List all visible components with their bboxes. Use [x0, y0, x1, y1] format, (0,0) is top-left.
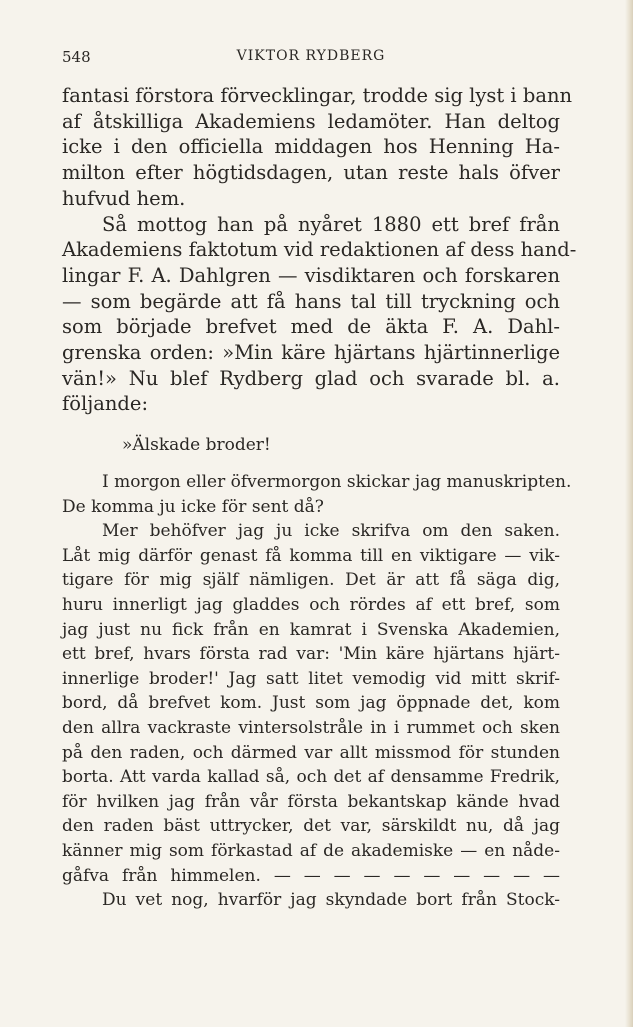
- text-line: bord, då brefvet kom. Just som jag öppnade det, kom: [62, 693, 560, 714]
- paragraph: [62, 888, 560, 913]
- text-line: fantasi förstora förvecklingar, trodde sig lyst i bann: [62, 84, 573, 107]
- text-line: som började brefvet med de äkta F. A. Dahl-: [62, 315, 560, 339]
- text-line: I morgon eller öfvermorgon skickar jag manuskripten.: [102, 472, 572, 492]
- letter-salutation: »Älskade broder!: [122, 435, 271, 455]
- text-line: hufvud hem.: [62, 186, 186, 210]
- text-line: huru innerligt jag gladdes och rördes af ett bref, som: [62, 594, 560, 615]
- text-line: vän!» Nu blef Rydberg glad och svarade bl. a.: [62, 366, 560, 390]
- main-text: [62, 83, 577, 417]
- text-line: tigare för mig själf nämligen. Det är att få säga dig,: [62, 570, 560, 591]
- text-line: gåfva från himmelen. — — — — — — — — — —: [62, 865, 560, 886]
- text-line: milton efter högtidsdagen, utan reste hals öfver: [62, 161, 560, 185]
- text-line: på den raden, och därmed var allt missmod för stunden: [62, 742, 560, 763]
- text-line: ett bref, hvars första rad var: 'Min käre hjärtans hjärt-: [62, 644, 560, 665]
- text-line: känner mig som förkastad af de akademiske — en nåde-: [62, 840, 560, 861]
- text-line: Låt mig därför genast få komma till en viktigare — vik-: [62, 545, 560, 566]
- page-number: 548: [62, 48, 91, 66]
- text-line: följande:: [62, 392, 149, 416]
- text-line: Akademiens faktotum vid redaktionen af dess hand-: [62, 238, 577, 262]
- text-line: den raden bäst uttrycker, det var, särskildt nu, då jag: [62, 816, 560, 837]
- page-header: [62, 48, 560, 70]
- letter-text: [62, 470, 572, 913]
- text-line: De komma ju icke för sent då?: [62, 496, 324, 517]
- text-line: icke i den officiella middagen hos Henning Ha-: [62, 135, 560, 159]
- text-line: Mer behöfver jag ju icke skrifva om den saken.: [102, 521, 560, 542]
- paragraph: [62, 519, 560, 888]
- text-line: den allra vackraste vintersolstråle in i rummet och sken: [62, 717, 560, 738]
- text-line: grenska orden: »Min käre hjärtans hjärtinnerlige: [62, 341, 560, 365]
- text-line: borta. Att varda kallad så, och det af densamme Fredrik,: [62, 767, 560, 788]
- text-line: af åtskilliga Akademiens ledamöter. Han deltog: [62, 109, 560, 133]
- paragraph: [62, 212, 577, 418]
- text-line: jag just nu fick från en kamrat i Svenska Akademien,: [62, 619, 560, 640]
- page-edge: [625, 0, 633, 1027]
- text-line: — som begärde att få hans tal till tryckning och: [62, 289, 560, 313]
- paragraph: [62, 83, 573, 212]
- text-line: för hvilken jag från vår första bekantskap kände hvad: [62, 791, 560, 812]
- text-line: Så mottog han på nyåret 1880 ett bref från: [102, 212, 560, 236]
- text-line: innerlige broder!' Jag satt litet vemodig vid mitt skrif-: [62, 668, 560, 689]
- text-line: lingar F. A. Dahlgren — visdiktaren och forskaren: [62, 263, 560, 287]
- paragraph: [62, 470, 572, 519]
- text-line: Du vet nog, hvarför jag skyndade bort från Stock-: [102, 890, 560, 911]
- running-title: VIKTOR RYDBERG: [236, 48, 386, 64]
